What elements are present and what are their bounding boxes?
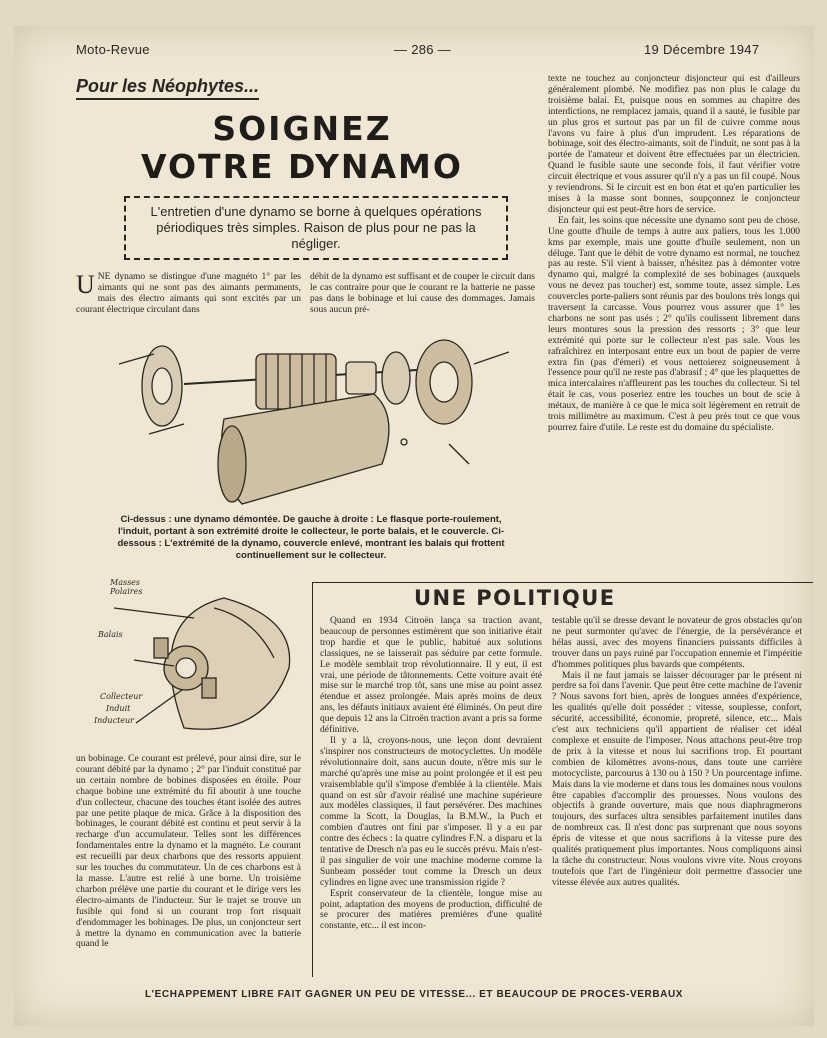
page-number: — 286 — bbox=[394, 42, 452, 57]
figure-caption: Ci-dessus : une dynamo démontée. De gauche à droite : Le flasque porte-roulement, l'induit, portant à son extrémité droite le collecteur, le porte balais, et le couvercle. Ci-dessous : L'extrémité de la dynamo, couvercle enlevé, montrant les balais qui frottent continuellement sur le collecteur. bbox=[117, 514, 505, 561]
article2-col1 bbox=[320, 616, 542, 932]
issue-date: 19 Décembre 1947 bbox=[644, 42, 760, 57]
magazine-name: Moto-Revue bbox=[76, 42, 150, 57]
article1-col3-para-2: En fait, les soins que nécessite une dynamo sont peu de chose. Une goutte d'huile de temps à autre aux paliers, tous les 1.000 kms par exemple, mais une goutte d'huile seulement, non un déluge. Tant que le débit de votre dynamo est normal, ne touchez pas au reste. S'il vient à baisser, n'hésitez pas à démonter votre dynamo qui, malgré la complexité de ses bobinages (auxquels vous ne devez pas toucher) est, somme toute, assez simple. Les couvercles porte-paliers sont réunis par des boulons très longs qui traversent la carcasse. Vous pourrez vous assurer que 1° les charbons ne sont pas usés ; 2° qu'ils coulissent librement dans leurs montures sous la pression des ressorts ; 3° que leur extrémité qui porte sur le collecteur n'est pas sale. Vous les rafraîchirez en interposant entre eux un bout de papier de verre extra fin (pas d'émeri) et vous nettoierez soigneusement à l'essence pour qu'il ne reste pas d'abrasif ; 4° que les plaquettes de mica intercalaires n'affleurent pas les touches du collecteur. Si tel était le cas, vous poseriez entre les touches un bout de scie à métaux, de manière à ce que le mica soit légèrement en retrait de trois millimètre au maximum. C'est à peu près tout ce que vous pourrez faire d'utile. Le reste est du domaine du spécialiste. bbox=[548, 215, 800, 433]
article2-col1-para-1: Quand en 1934 Citroën lança sa traction avant, beaucoup de personnes estimèrent que son initiative était trop hardie et que le public, habitué aux solutions classiques, ne se laisserait pas séduire par cette formule. Le modèle semblait trop révolutionnaire. Il y eut, il est vrai, une période de tâtonnements. Cette voiture avait été mise sur le marché trop tôt, sans une mise au point assez étendue et assez prolongée. Mais après moins de deux ans, les défauts initiaux avaient été éliminés. On peut dire que depuis 12 ans la Citroën traction avant a pris sa forme définitive. bbox=[320, 616, 542, 736]
article1-col1-text: NE dynamo se distingue d'une magnéto 1° par les aimants qui ne sont pas des aimants permanents, mais des électro aimants qui sont excités par un courant électrique circulant dans bbox=[76, 272, 301, 315]
article-title bbox=[122, 110, 482, 186]
title-line-1: SOIGNEZ bbox=[212, 109, 392, 148]
article-kicker: Pour les Néophytes... bbox=[76, 76, 259, 100]
article1-col3-para-1: texte ne touchez au conjoncteur disjoncteur qui est d'ailleurs généralement plombé. Ne modifiez pas non plus le calage du troisième balai. Et, puisque nous en sommes au chapitre des interdictions, ne remplacez jamais, quand il a sauté, le fusible par un plus gros et surtout pas par un fil de cuivre comme nous l'avons vu faire à plus d'un imprudent. Les réparations de bobinage, soit des électro-aimants, soit de l'induit, ne sont pas à la portée de l'amateur et doivent être effectuées par un électricien. Quand le fusible saute une seconde fois, il faut vérifier votre circuit électrique et vous assurer qu'il n'y a pas un fil coupé. Nous y reviendrons. Si le circuit est en bon état et qu'en particulier les mises à la masse sont bonnes, soupçonnez le conjoncteur disjoncteur qui est peut-être hors de service. bbox=[548, 74, 800, 215]
title-line-2: VOTRE DYNAMO bbox=[141, 147, 463, 186]
article2-col2 bbox=[552, 616, 802, 889]
label-induit: Induit bbox=[106, 704, 131, 713]
article1-col2: débit de la dynamo est suffisant et de couper le circuit dans le cas contraire pour que le courant re la batterie ne passe pas dans le bobinage et lui cause des dommages. Jamais sous aucun pré- bbox=[310, 272, 535, 315]
footer-slogan: L'ECHAPPEMENT LIBRE FAIT GAGNER UN PEU DE VITESSE... ET BEAUCOUP DE PROCES-VERBAUX bbox=[144, 989, 684, 1000]
drop-cap: U bbox=[76, 270, 95, 299]
label-masses-polaires: Masses Polaires bbox=[110, 578, 143, 596]
article2-title: UNE POLITIQUE bbox=[414, 586, 616, 610]
article1-col1 bbox=[76, 272, 301, 316]
article2-col1-para-3: Esprit conservateur de la clientèle, longue mise au point, adaptation des moyens de production, difficulté de se procurer des matières premières d'une qualité constante, etc... il est incon- bbox=[320, 888, 542, 932]
label-balais: Balais bbox=[98, 630, 123, 639]
exploded-dynamo-illustration bbox=[114, 324, 534, 514]
article1-lower-left: un bobinage. Ce courant est prélevé, pour ainsi dire, sur le courant débité par la dynamo ; 2° par l'induit constitué par un certain nombre de bobines disposées en étoile. Pour chaque bobine une extrémité du fil aboutit à une touche d'un collecteur, chacune des touches étant isolée des autres par une petite plaque de mica. Grâce à la disposition des bobinages, le courant débité est continu et peut servir à la recharge d'un accumulateur. Telles sont les différences fondamentales entre la dynamo et la magnéto. Le courant est recueilli par deux charbons que des ressorts appuient sur les touches du commutateur. Un de ces charbons est à la masse. L'autre est relié à une borne. Un troisième charbon prélève une partie du courant et le dirige vers les électro-aimants de l'inducteur. Sur le trajet se trouve un fusible qui fond si un courant trop fort risquait d'endommager les bobinages. De plus, un conjoncteur sert à mettre la dynamo en communication avec la batterie quand le bbox=[76, 754, 301, 950]
article2-col1-para-2: Il y a là, croyons-nous, une leçon dont devraient s'inspirer nos constructeurs de motocyclettes. Un modèle révolutionnaire doit, sans aucun doute, n'être mis sur le marché qu'après une mise au point prolongée et il est peu vraisemblable qu'il s'impose d'emblée à la clientèle. Mais quand on est sûr d'avoir réalisé une machine supérieure aux modèles classiques, il faut persévérer. Des machines comme la Scott, la Douglas, la B.M.W., la Puch et combien d'autres ont fini par s'imposer. Il y a eu par contre des échecs : la quatre cylindres F.N. a disparu et la tentative de Dresch n'a pas eu le succès prévu. Mais n'est-il pas singulier de voir une machine moderne comme la Sunbeam posséder tout comme la Dresch un deux cylindres en ligne avec une transmission rigide ? bbox=[320, 735, 542, 888]
article-lead: L'entretien d'une dynamo se borne à quelques opérations périodiques très simples. Raison de plus pour ne pas la négliger. bbox=[124, 196, 508, 260]
magazine-page bbox=[14, 26, 814, 1026]
article2-col2-para-2: Mais il ne faut jamais se laisser décourager par le présent ni perdre sa foi dans l'avenir. Que peut être cette machine de l'avenir ? Nous savons fort bien, après de longues années d'expérience, les qualités qu'elle doit posséder : vitesse, souplesse, confort, sécurité, accessibilité, économie, propreté, silence, etc... Mais c'est aux techniciens qu'il appartient de réaliser cet idéal complexe et ensuite de l'imposer. Nous attachons peut-être trop de prix à la vitesse et nous lui sacrifions trop. Et pourtant combien de kilomètres avons-nous, dans toute une carrière motocycliste, parcourus à 130 ou à 150 ? Un pourcentage infime. Mais dans la vie moderne et dans tous les domaines nous voulons être capables d'accomplir des prouesses. Nous voulons des objectifs à grande ouverture, mais que nous diaphragmerons toujours, des surfaces ultra sensibles parfaitement inutiles dans de nombreux cas. Il n'est donc pas surprenant que nous soyons épris de vitesse et que nous sacrifions à la vitesse pure des qualités pratiquement plus importantes. Nous compliquons ainsi la tâche du constructeur. Nous voulons vivre vite. Nous croyons toutefois que l'art de l'ingénieur doit permettre d'associer une vitesse élevée aux autres qualités. bbox=[552, 670, 802, 888]
label-collecteur: Collecteur bbox=[100, 692, 143, 701]
label-inducteur: Inducteur bbox=[94, 716, 134, 725]
article1-col3 bbox=[548, 74, 800, 434]
article2-col2-para-1: testable qu'il se dresse devant le novateur de gros obstacles qu'on ne peut surmonter qu'avec de l'énergie, de la persévérance et hélas aussi, avec des moyens financiers puissants difficiles à trouver dans un pays ruiné par l'occupation ennemie et l'impéritie d'hommes politiques plus bavards que compétents. bbox=[552, 616, 802, 670]
